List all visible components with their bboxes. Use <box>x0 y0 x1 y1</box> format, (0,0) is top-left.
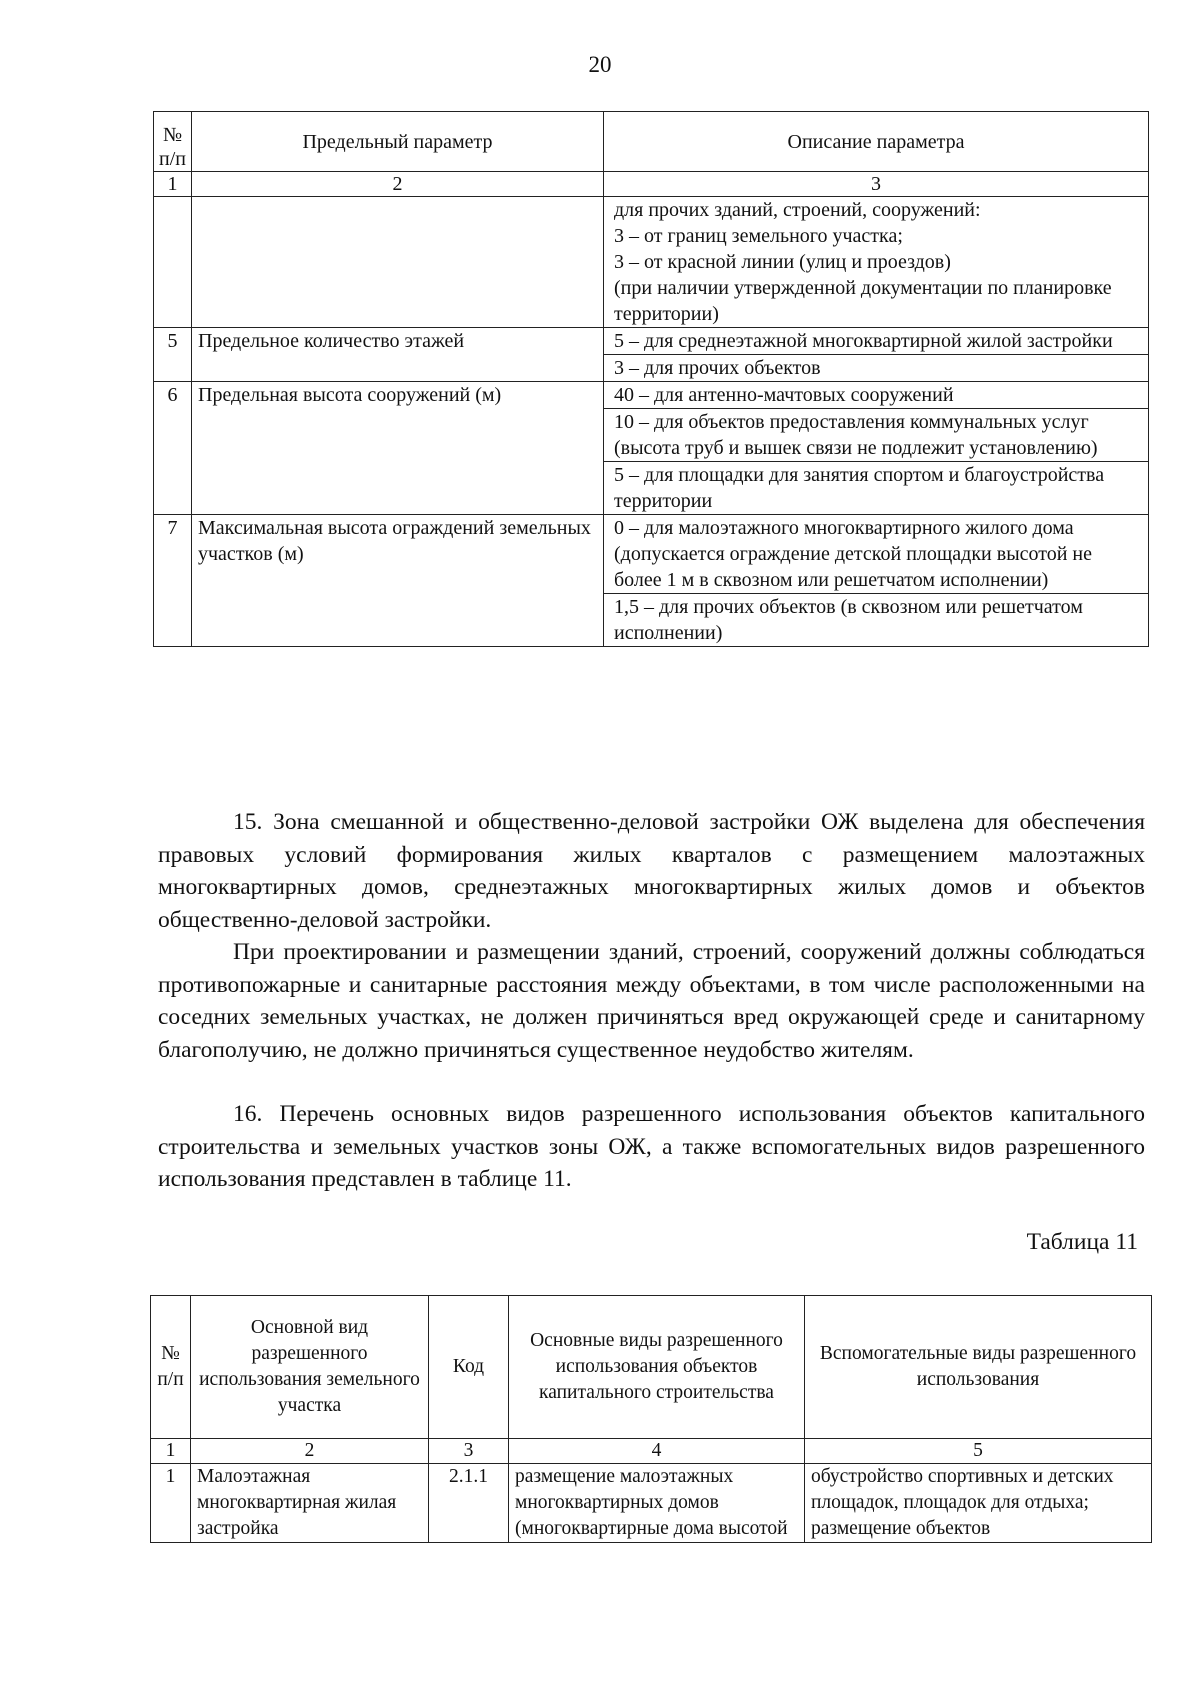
index-cell: 1 <box>151 1439 191 1464</box>
row-desc: 10 – для объектов предоставления коммунальных услуг (высота труб и вышек связи не подлежит установлению) <box>604 409 1149 462</box>
row-desc: 40 – для антенно-мачтовых сооружений <box>604 382 1149 409</box>
index-cell: 2 <box>191 1439 429 1464</box>
row-desc: 0 – для малоэтажного многоквартирного жилого дома (допускается ограждение детской площадки высотой не более 1 м в сквозном или решетчатом исполнении) <box>604 515 1149 594</box>
index-cell: 5 <box>805 1439 1152 1464</box>
header-code: Код <box>429 1296 509 1439</box>
parameters-table <box>153 111 1149 647</box>
row-num <box>154 197 192 328</box>
table-row <box>151 1464 1152 1543</box>
header-aux: Вспомогательные виды разрешенного использования <box>805 1296 1152 1439</box>
row-num: 7 <box>154 515 192 647</box>
header-desc: Описание параметра <box>604 112 1149 172</box>
row-code: 2.1.1 <box>429 1464 509 1543</box>
header-param: Предельный параметр <box>192 112 604 172</box>
row-param: Предельная высота сооружений (м) <box>192 382 604 515</box>
table-row <box>154 197 1149 328</box>
row-desc: для прочих зданий, строений, сооружений: 3 – от границ земельного участка; 3 – от красной линии (улиц и проездов) (при наличии утвержденной документации по планировке территории) <box>604 197 1149 328</box>
row-desc: 5 – для среднеэтажной многоквартирной жилой застройки <box>604 328 1149 355</box>
table-header-row <box>151 1296 1152 1439</box>
usage-types-table <box>150 1295 1152 1543</box>
table-index-row <box>154 172 1149 197</box>
index-cell: 4 <box>509 1439 805 1464</box>
row-desc: 1,5 – для прочих объектов (в сквозном или решетчатом исполнении) <box>604 594 1149 647</box>
row-num: 6 <box>154 382 192 515</box>
row-num: 1 <box>151 1464 191 1543</box>
table-header-row <box>154 112 1149 172</box>
row-kind: Малоэтажная многоквартирная жилая застройка <box>191 1464 429 1543</box>
page-number: 20 <box>588 52 612 77</box>
row-desc: 3 – для прочих объектов <box>604 355 1149 382</box>
row-param: Максимальная высота ограждений земельных участков (м) <box>192 515 604 647</box>
row-desc: 5 – для площадки для занятия спортом и благоустройства территории <box>604 462 1149 515</box>
table-index-row <box>151 1439 1152 1464</box>
row-num: 5 <box>154 328 192 382</box>
paragraph-fire-safety: При проектировании и размещении зданий, строений, сооружений должны соблюдаться противопожарные и санитарные расстояния между объектами, в том числе расположенными на соседних земельных участках, не должен причиняться вред окружающей среде и санитарному благополучию, не должно причиняться существенное неудобство жителям. <box>158 939 1145 1063</box>
header-kind: Основной вид разрешенного использования земельного участка <box>191 1296 429 1439</box>
header-num: № п/п <box>151 1296 191 1439</box>
row-main: размещение малоэтажных многоквартирных домов (многоквартирные дома высотой <box>509 1464 805 1543</box>
index-cell: 1 <box>154 172 192 197</box>
table-caption: Таблица 11 <box>1026 1229 1138 1255</box>
row-param: Предельное количество этажей <box>192 328 604 382</box>
paragraph-16: 16. Перечень основных видов разрешенного использования объектов капитального строительства и земельных участков зоны ОЖ, а также вспомогательных видов разрешенного использования представлен в таблице 11. <box>158 1101 1145 1192</box>
header-num: № п/п <box>154 112 192 172</box>
index-cell: 2 <box>192 172 604 197</box>
table-row <box>154 515 1149 594</box>
table-row <box>154 382 1149 409</box>
table-row <box>154 328 1149 355</box>
index-cell: 3 <box>429 1439 509 1464</box>
row-aux: обустройство спортивных и детских площадок, площадок для отдыха; размещение объектов <box>805 1464 1152 1543</box>
row-param <box>192 197 604 328</box>
index-cell: 3 <box>604 172 1149 197</box>
header-main: Основные виды разрешенного использования объектов капитального строительства <box>509 1296 805 1439</box>
paragraph-15: 15. Зона смешанной и общественно-деловой застройки ОЖ выделена для обеспечения правовых условий формирования жилых кварталов с размещением малоэтажных многоквартирных домов, среднеэтажных многоквартирных жилых домов и объектов общественно-деловой застройки. <box>158 809 1145 933</box>
